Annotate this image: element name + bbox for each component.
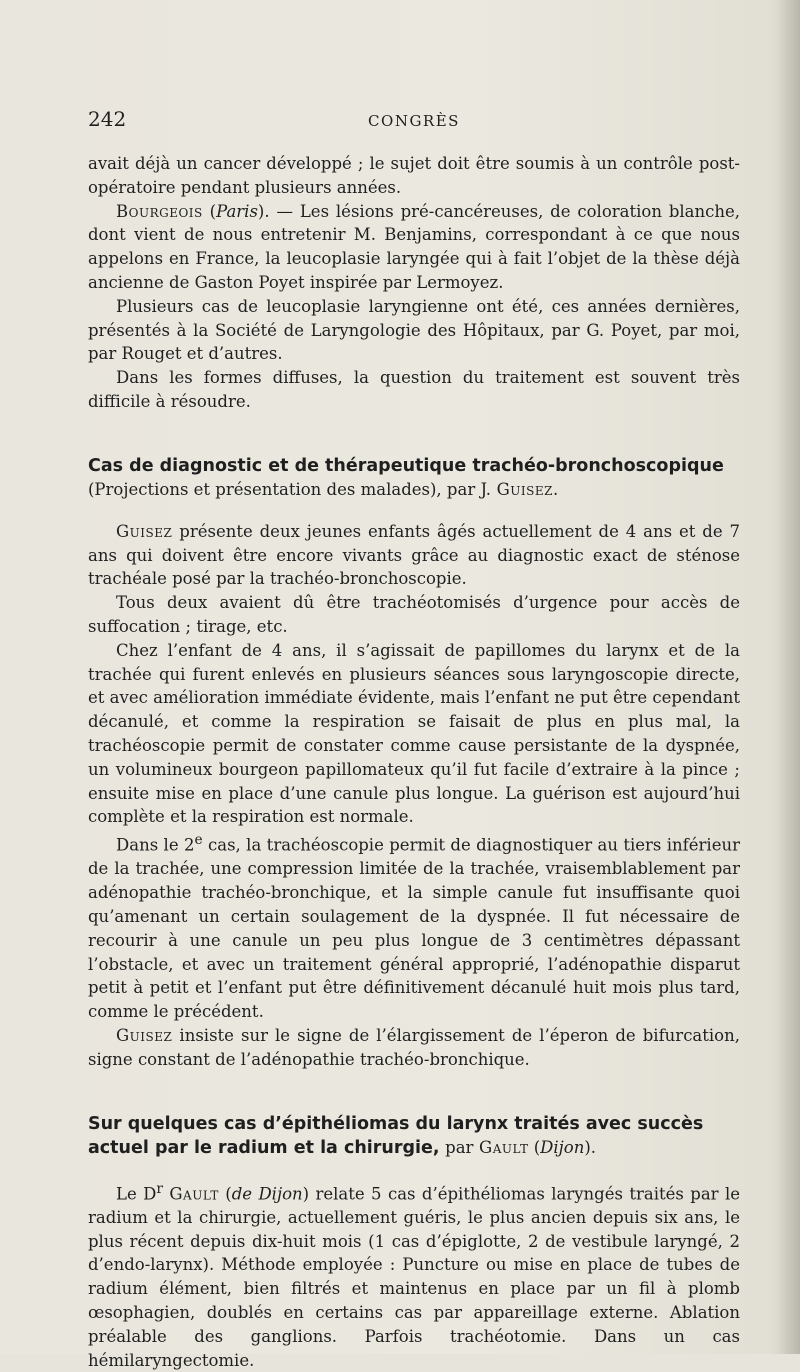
page-header: [88, 107, 740, 137]
author-place: de Dijon: [231, 1184, 303, 1204]
paragraph-lead: Dans le 2: [116, 835, 195, 855]
author-name: Guisez: [116, 1026, 173, 1045]
section-heading-epitheliomas: Sur quelques cas d’épithéliomas du larynx traités avec succès actuel par le radium et la chirurgie, par Gault (Dijon).: [88, 1113, 704, 1158]
page-edge-shadow: [778, 0, 800, 1354]
author-name: Bourgeois: [116, 201, 203, 221]
paragraph-deuxieme-cas: [88, 829, 740, 1024]
spacer: [88, 502, 740, 520]
superscript: e: [194, 832, 203, 849]
section-title: Sur quelques cas d’épithéliomas du larynx traités avec succès actuel par le radium et la chirurgie,: [88, 1113, 704, 1158]
section-author: Guisez.: [496, 479, 559, 499]
section-subtitle: (Projections et présentation des malades), par J.: [88, 479, 492, 499]
paragraph-text: insiste sur le signe de l’élargissement de l’éperon de bifurcation, signe constant de l’adénopathie trachéo-bronchique.: [88, 1026, 740, 1069]
section-place: Dijon: [540, 1137, 585, 1157]
spacer: [88, 1160, 740, 1178]
page-number: 242: [88, 107, 127, 131]
spacer: [88, 414, 740, 454]
paragraph-text: présente deux jeunes enfants âgés actuellement de 4 ans et de 7 ans qui doivent être encore vivants grâce au diagnostic exact de sténose trachéale posé par la trachéo-bronchoscopie.: [88, 521, 740, 589]
author-name: Gault: [169, 1184, 219, 1204]
paragraph-text: — Les lésions pré-cancéreuses, de coloration blanche, dont vient de nous entretenir M. Benjamins, correspondant à ce que nous appelons en France, la leucoplasie laryngée qui à fait l’objet de la thèse déjà ancienne de Gaston Poyet inspirée par Lermoyez.: [88, 201, 740, 292]
paragraph-formes-diffuses: Dans les formes diffuses, la question du traitement est souvent très difficile à résoudre.: [88, 368, 740, 411]
running-head: CONGRÈS: [368, 112, 460, 130]
paragraph-gault: Le $D^r$ Gault (de Dijon) relate 5 cas d’épithéliomas laryngés traités par le radium et la chirurgie, actuellement guéris, le plus ancien depuis six ans, le plus récent depuis dix-huit mois (1 cas d’épiglotte, 2 de vestibule laryngé, 2 d’endo-larynx). Méthode employée : Puncture ou mise en place de tubes de radium élément, bien filtrés et maintenus en place par un fil à plomb œsophagien, doublés en certains cas par appareillage externe. Ablation préalable des ganglions. Parfois trachéotomie. Dans un cas hémilaryngectomie.: [88, 1180, 740, 1370]
paragraph-guisez-intro: [88, 520, 740, 591]
paragraph-tracheotomises: Tous deux avaient dû être trachéotomisés d’urgence pour accès de suffocation ; tirage, etc.: [88, 593, 740, 636]
paragraph-enfant-4-ans: Chez l’enfant de 4 ans, il s’agissait de papillomes du larynx et de la trachée qui furent enlevés en plusieurs séances sous laryngoscopie directe, et avec amélioration immédiate évidente, mais l’enfant ne put être cependant décanulé, et comme la respiration se faisait de plus en plus mal, la trachéoscopie permit de constater comme cause persistante de la dyspnée, un volumineux bourgeon papillomateux qu’il fut facile d’extraire à la pince ; ensuite mise en place d’une canule plus longue. La guérison est aujourd’hui complète et la respiration est normale.: [88, 640, 740, 827]
paragraph-continuation: avait déjà un cancer développé ; le sujet doit être soumis à un contrôle post-opératoire pendant plusieurs années.: [88, 154, 740, 197]
paragraph-text: relate 5 cas d’épithéliomas laryngés traités par le radium et la chirurgie, actuellement guéris, le plus ancien depuis six ans, le plus récent depuis dix-huit mois (1 cas d’épiglotte, 2 de vestibule laryngé, 2 d’endo-larynx). Méthode employée : Puncture ou mise en place de tubes de radium élément, bien filtrés et maintenus en place par un fil à plomb œsophagien, doublés en certains cas par appareillage externe. Ablation préalable des ganglions. Parfois trachéotomie. Dans un cas hémilaryngectomie.: [88, 1184, 740, 1370]
paragraph-lead: Le D: [116, 1184, 157, 1204]
section-title: Cas de diagnostic et de thérapeutique trachéo-bronchoscopique: [88, 455, 724, 476]
section-heading-tracheo: [88, 454, 740, 502]
paragraph-bourgeois: Bourgeois (Paris). — Les lésions pré-cancéreuses, de coloration blanche, dont vient de nous entretenir M. Benjamins, correspondant à ce que nous appelons en France, la leucoplasie laryngée qui à fait l’objet de la thèse déjà ancienne de Gaston Poyet inspirée par Lermoyez.: [88, 201, 740, 292]
superscript: r: [156, 1180, 163, 1197]
section-author: Gault: [479, 1137, 529, 1157]
paragraph-text: cas, la trachéoscopie permit de diagnostiquer au tiers inférieur de la trachée, une compression limitée de la trachée, vraisemblablement par adénopathie trachéo-bronchique, et la simple canule fut insuffisante quoi qu’amenant un certain soulagement de la dyspnée. Il fut nécessaire de recourir à une canule un peu plus longue de 3 centimètres dépassant l’obstacle, et avec un traitement général approprié, l’adénopathie disparut petit à petit et l’enfant put être définitivement décanulé huit mois plus tard, comme le précédent.: [88, 835, 740, 1022]
paragraph-guisez-signe: [88, 1024, 740, 1072]
author-place: Paris: [216, 201, 258, 221]
spacer: [88, 1072, 740, 1112]
paragraph-leucoplasie: Plusieurs cas de leucoplasie laryngienne ont été, ces années dernières, présentés à la Société de Laryngologie des Hôpitaux, par G. Poyet, par moi, par Rouget et d’autres.: [88, 296, 740, 364]
section-by: par: [445, 1137, 474, 1157]
page-body: [88, 152, 740, 1372]
author-name: Guisez: [116, 521, 173, 541]
